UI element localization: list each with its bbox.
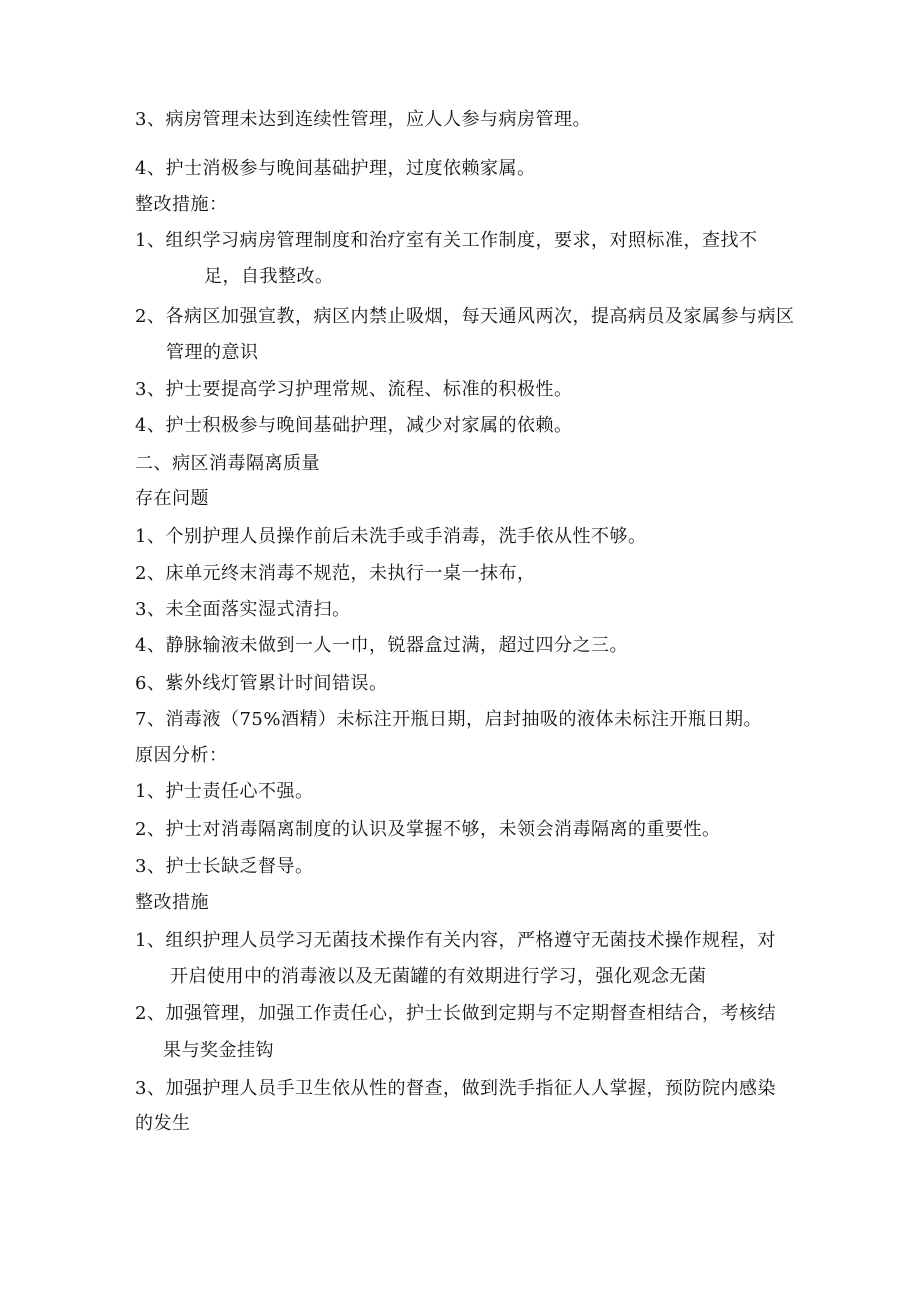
text-line: 6、紫外线灯管累计时间错误。 (135, 673, 388, 694)
text-line-continuation: 的发生 (135, 1113, 191, 1134)
text-line-continuation: 果与奖金挂钩 (163, 1040, 274, 1061)
subsection-heading: 存在问题 (135, 488, 209, 509)
text-line: 4、护士消极参与晚间基础护理，过度依赖家属。 (135, 158, 536, 179)
subsection-heading: 整改措施 (135, 892, 209, 913)
text-line: 7、消毒液（75%酒精）未标注开瓶日期，启封抽吸的液体未标注开瓶日期。 (135, 709, 762, 730)
section-heading: 二、病区消毒隔离质量 (135, 453, 320, 474)
text-line-continuation: 开启使用中的消毒液以及无菌罐的有效期进行学习，强化观念无菌 (170, 966, 707, 987)
text-line: 3、未全面落实湿式清扫。 (135, 599, 351, 620)
text-line: 1、个别护理人员操作前后未洗手或手消毒，洗手依从性不够。 (135, 526, 647, 547)
text-line: 4、静脉输液未做到一人一巾，锐器盒过满，超过四分之三。 (135, 635, 628, 656)
section-heading: 整改措施： (135, 194, 228, 215)
text-line: 2、加强管理，加强工作责任心，护士长做到定期与不定期督查相结合，考核结 (135, 1003, 776, 1024)
text-line: 3、护士要提高学习护理常规、流程、标准的积极性。 (135, 379, 573, 400)
text-line: 3、加强护理人员手卫生依从性的督查，做到洗手指征人人掌握，预防院内感染 (135, 1078, 776, 1099)
text-line: 4、护士积极参与晚间基础护理，减少对家属的依赖。 (135, 415, 573, 436)
text-line: 3、护士长缺乏督导。 (135, 856, 314, 877)
text-line: 2、各病区加强宣教，病区内禁止吸烟，每天通风两次，提高病员及家属参与病区 (135, 306, 795, 327)
subsection-heading: 原因分析： (135, 745, 228, 766)
text-line: 1、组织学习病房管理制度和治疗室有关工作制度，要求，对照标准，查找不 (135, 230, 758, 251)
text-line-continuation: 足，自我整改。 (204, 266, 334, 287)
text-line: 1、组织护理人员学习无菌技术操作有关内容，严格遵守无菌技术操作规程，对 (135, 930, 776, 951)
text-line: 2、床单元终末消毒不规范，未执行一桌一抹布， (135, 563, 536, 584)
text-line: 1、护士责任心不强。 (135, 781, 314, 802)
text-line-continuation: 管理的意识 (166, 342, 259, 363)
text-line: 3、病房管理未达到连续性管理，应人人参与病房管理。 (135, 109, 591, 130)
text-line: 2、护士对消毒隔离制度的认识及掌握不够，未领会消毒隔离的重要性。 (135, 819, 721, 840)
